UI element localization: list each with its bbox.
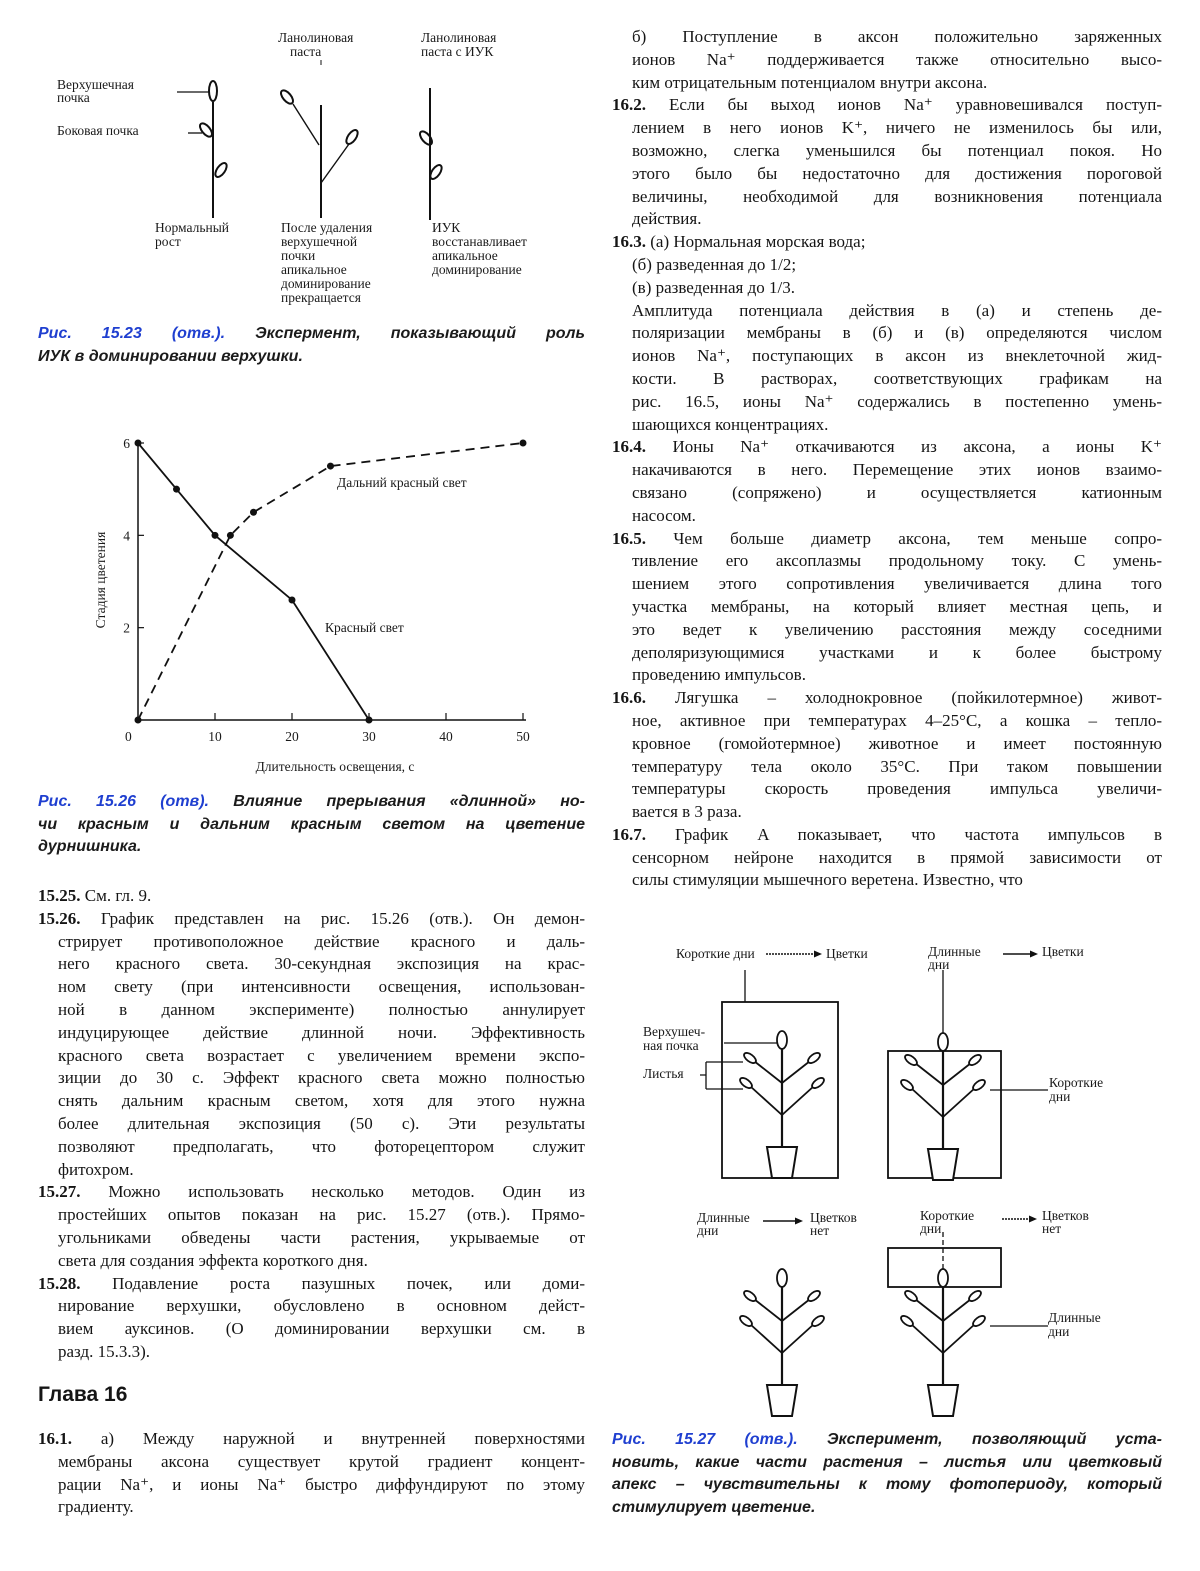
answer-text: а) Между наружной и внутренней поверхностями bbox=[101, 1429, 585, 1448]
text-line: силы стимуляции мышечного веретена. Известно, что bbox=[632, 869, 1162, 892]
text-line: градиенту. bbox=[58, 1496, 585, 1519]
answer-paragraph bbox=[38, 1428, 585, 1519]
caption-text: чи красным и дальним красным светом на цветение bbox=[38, 814, 585, 837]
text-line: ким отрицательным потенциалом внутри аксона. bbox=[632, 72, 1162, 95]
label-result: нет bbox=[810, 1223, 829, 1238]
text-line: ионов Na⁺ поддерживается также относительно высо- bbox=[632, 49, 1162, 72]
label-side: Короткие bbox=[1049, 1075, 1103, 1090]
answer-number: 16.5. bbox=[612, 529, 646, 548]
y-tick-label: 2 bbox=[123, 621, 130, 636]
text-line: этого было бы недостаточно для достижения пороговой bbox=[632, 163, 1162, 186]
text-line: вием ауксинов. (О доминировании верхушки см. в bbox=[58, 1318, 585, 1341]
arrow-icon bbox=[1029, 1216, 1037, 1223]
text-line: проведению импульсов. bbox=[632, 664, 1162, 687]
figure-15-27-caption bbox=[612, 1429, 1162, 1519]
series-label: Дальний красный свет bbox=[337, 475, 467, 490]
label-apex-removed: верхушечной bbox=[281, 234, 357, 249]
label-result: Цветков bbox=[1042, 1208, 1089, 1223]
label-side: дни bbox=[1048, 1324, 1069, 1339]
arrow-icon bbox=[814, 951, 822, 958]
text-line: рации Na⁺, и ионы Na⁺ быстро диффундируют по этому bbox=[58, 1474, 585, 1497]
label-leaves: Листья bbox=[643, 1066, 684, 1081]
label-condition: дни bbox=[928, 957, 949, 972]
label-condition: Короткие bbox=[920, 1208, 974, 1223]
answer-text: График представлен на рис. 15.26 (отв.). Он демон- bbox=[101, 909, 585, 928]
text-line: снять дальним красным светом, хотя для этого нужна bbox=[58, 1090, 585, 1113]
caption-text: дурнишника. bbox=[38, 836, 585, 859]
text-line: красного света возрастает с увеличением времени экспо- bbox=[58, 1045, 585, 1068]
text-line: ном свету (при интенсивности освещения, использован- bbox=[58, 976, 585, 999]
text-line: величины, необходимой для возникновения потенциала bbox=[632, 186, 1162, 209]
answer-text: Лягушка – холоднокровное (пойкилотермное) живот- bbox=[675, 688, 1162, 707]
text-line bbox=[38, 1428, 585, 1451]
text-line: шением этого сопротивления увеличивается длина того bbox=[632, 573, 1162, 596]
series-label: Красный свет bbox=[325, 620, 404, 635]
answer-number: 15.25. bbox=[38, 886, 81, 905]
text-line: температуру тела около 35°C. При таком повышении bbox=[632, 756, 1162, 779]
label-apex-removed: После удаления bbox=[281, 220, 372, 235]
text-line: фитохром. bbox=[58, 1159, 585, 1182]
x-tick-label: 0 bbox=[125, 729, 132, 744]
caption-label: Рис. 15.27 (отв.). bbox=[612, 1431, 798, 1448]
answer-number: 15.28. bbox=[38, 1274, 81, 1293]
caption-text: апекс – чувствительны к тому фотопериоду, который bbox=[612, 1474, 1162, 1497]
label-iaa-restores: доминирование bbox=[432, 262, 522, 277]
text-line: ионов Na⁺, поступающих в аксон из внеклеточной жид- bbox=[632, 345, 1162, 368]
text-line: более длительная экспозиция (50 с). Эти результаты bbox=[58, 1113, 585, 1136]
label-lanolin: паста bbox=[290, 44, 321, 59]
answer-text: См. гл. 9. bbox=[85, 886, 151, 905]
text-line: Амплитуда потенциала действия в (а) и степень де- bbox=[632, 300, 1162, 323]
text-line: нирование верхушки, обусловлено в основном дейст- bbox=[58, 1295, 585, 1318]
plant-drawing bbox=[899, 1033, 986, 1180]
text-line: температуры скорость проведения импульса увеличи- bbox=[632, 778, 1162, 801]
text-line: действия. bbox=[632, 208, 1162, 231]
text-line: простейших опытов показан на рис. 15.27 (отв.). Прямо- bbox=[58, 1204, 585, 1227]
label-side: Длинные bbox=[1048, 1310, 1101, 1325]
label-condition: Длинные bbox=[928, 944, 981, 959]
answer-number: 16.4. bbox=[612, 437, 646, 456]
label-lanolin-iaa: Ланолиновая bbox=[421, 30, 496, 45]
plant-drawing bbox=[738, 1031, 825, 1178]
answer-number: 15.27. bbox=[38, 1182, 81, 1201]
label-apex-removed: апикальное bbox=[281, 262, 347, 277]
text-line: участка мембраны, на который влияет местная цепь, и bbox=[632, 596, 1162, 619]
text-line: поляризации мембраны в (б) и (в) определяются числом bbox=[632, 322, 1162, 345]
answer-text: Если бы выход ионов Na⁺ уравновешивался поступ- bbox=[669, 95, 1162, 114]
label-lanolin: Ланолиновая bbox=[278, 30, 353, 45]
answer-number: 15.26. bbox=[38, 909, 81, 928]
text-line: кровное (гомойотермное) животное и имеет постоянную bbox=[632, 733, 1162, 756]
text-line: зиции до 30 с. Эффект красного света можно полностью bbox=[58, 1067, 585, 1090]
label-iaa-restores: апикальное bbox=[432, 248, 498, 263]
plant-drawing bbox=[899, 1269, 986, 1416]
label-condition: дни bbox=[697, 1223, 718, 1238]
caption-text: Эксперимент, позволяющий уста- bbox=[827, 1431, 1162, 1448]
text-line: (б) разведенная до 1/2; bbox=[632, 254, 1162, 277]
x-tick-label: 40 bbox=[439, 729, 453, 744]
text-line: ное, активное при температурах 4–25°C, а кошка – тепло- bbox=[632, 710, 1162, 733]
caption-text: Экспермент, показывающий роль bbox=[255, 325, 585, 342]
caption-text: новить, какие части растения – листья или цветковый bbox=[612, 1452, 1162, 1475]
text-line: связано (сопряжено) и осуществляется катионным bbox=[632, 482, 1162, 505]
answer-text: (а) Нормальная морская вода; bbox=[650, 232, 865, 251]
text-line: сенсорном нейроне находится в прямой зависимости от bbox=[632, 847, 1162, 870]
label-apex-removed: почки bbox=[281, 248, 315, 263]
answer-number: 16.7. bbox=[612, 825, 646, 844]
label-result: нет bbox=[1042, 1221, 1061, 1236]
text-line: деполяризующимися участками и к более быстрому bbox=[632, 642, 1162, 665]
plant-drawing bbox=[738, 1269, 825, 1416]
x-tick-label: 30 bbox=[362, 729, 376, 744]
label-apical-bud: Верхушечная bbox=[57, 77, 134, 92]
label-side: дни bbox=[1049, 1089, 1070, 1104]
text-line: вается в 3 раза. bbox=[632, 801, 1162, 824]
label-lanolin-iaa: паста с ИУК bbox=[421, 44, 494, 59]
label-result: Цветков bbox=[810, 1210, 857, 1225]
text-line: индуцирующее действие длинной ночи. Эффективность bbox=[58, 1022, 585, 1045]
text-line: мембраны аксона существует крутой градиент концент- bbox=[58, 1451, 585, 1474]
label-condition: дни bbox=[920, 1221, 941, 1236]
figure-15-27-photoperiod bbox=[0, 0, 1200, 1430]
text-line: тивление его аксоплазмы продольному току. С умень- bbox=[632, 550, 1162, 573]
caption-text: ИУК в доминировании верхушки. bbox=[38, 346, 585, 369]
label-result: Цветки bbox=[826, 946, 868, 961]
answer-text: Можно использовать несколько методов. Один из bbox=[108, 1182, 585, 1201]
text-line: света для создания эффекта короткого дня. bbox=[58, 1250, 585, 1273]
x-tick-label: 20 bbox=[285, 729, 299, 744]
label-iaa-restores: восстанавливает bbox=[432, 234, 527, 249]
caption-label: Рис. 15.23 (отв.). bbox=[38, 325, 225, 342]
text-line: кости. В растворах, соответствующих графикам на bbox=[632, 368, 1162, 391]
text-line: накачиваются в него. Перемещение этих ионов взаимо- bbox=[632, 459, 1162, 482]
label-apex-removed: прекращается bbox=[281, 290, 361, 305]
text-line: разд. 15.3.3). bbox=[58, 1341, 585, 1364]
label-iaa-restores: ИУК bbox=[432, 220, 461, 235]
y-axis-label: Стадия цветения bbox=[93, 532, 108, 629]
arrow-icon bbox=[1030, 951, 1038, 958]
text-line: угольниками обведены части растения, укрываемые от bbox=[58, 1227, 585, 1250]
label-apical-bud: Верхушеч- bbox=[643, 1024, 706, 1039]
text-line: рис. 16.5, ионы Na⁺ содержались в постепенно умень- bbox=[632, 391, 1162, 414]
text-line: лением в него ионов K⁺, ничего не изменилось бы или, bbox=[632, 117, 1162, 140]
label-apical-bud: ная почка bbox=[643, 1038, 699, 1053]
answer-text: Подавление роста пазушных почек, или доми- bbox=[112, 1274, 585, 1293]
label-apical-bud: почка bbox=[57, 90, 90, 105]
text-line: ной в данном эксперименте) полностью аннулирует bbox=[58, 999, 585, 1022]
x-tick-label: 50 bbox=[516, 729, 530, 744]
label-condition: Длинные bbox=[697, 1210, 750, 1225]
chapter-16-answers bbox=[38, 1428, 585, 1519]
label-lateral-bud: Боковая почка bbox=[57, 123, 139, 138]
label-result: Цветки bbox=[1042, 944, 1084, 959]
arrow-icon bbox=[795, 1218, 803, 1225]
label-normal: рост bbox=[155, 234, 181, 249]
answer-text: Чем больше диаметр аксона, тем меньше сопро- bbox=[673, 529, 1162, 548]
text-line: стрирует противоположное действие красного и даль- bbox=[58, 931, 585, 954]
text-line: насосом. bbox=[632, 505, 1162, 528]
chapter-heading: Глава 16 bbox=[38, 1383, 127, 1407]
caption-text: стимулирует цветение. bbox=[612, 1497, 1162, 1520]
answer-number: 16.2. bbox=[612, 95, 646, 114]
answer-text: Ионы Na⁺ откачиваются из аксона, а ионы K⁺ bbox=[672, 437, 1162, 456]
label-apex-removed: доминирование bbox=[281, 276, 371, 291]
text-line: позволяют предполагать, что фоторецептором служит bbox=[58, 1136, 585, 1159]
x-tick-label: 10 bbox=[208, 729, 222, 744]
label-normal: Нормальный bbox=[155, 220, 229, 235]
text-line: (в) разведенная до 1/3. bbox=[632, 277, 1162, 300]
answer-number: 16.3. bbox=[612, 232, 646, 251]
text-line: это ведет к увеличению расстояния между соседними bbox=[632, 619, 1162, 642]
answer-text: График A показывает, что частота импульсов в bbox=[675, 825, 1162, 844]
caption-text: Влияние прерывания «длинной» но- bbox=[233, 793, 585, 810]
x-axis-label: Длительность освещения, с bbox=[256, 759, 415, 774]
caption-label: Рис. 15.26 (отв). bbox=[38, 793, 209, 810]
text-line: него красного света. 30-секундная экспозиция на крас- bbox=[58, 953, 585, 976]
answer-number: 16.6. bbox=[612, 688, 646, 707]
y-tick-label: 4 bbox=[123, 528, 130, 543]
text-line: шающихся концентрациях. bbox=[632, 414, 1162, 437]
text-line: возможно, слегка уменьшился бы потенциал покоя. Но bbox=[632, 140, 1162, 163]
y-tick-label: 6 bbox=[123, 436, 130, 451]
answer-number: 16.1. bbox=[38, 1429, 72, 1448]
label-condition: Короткие дни bbox=[676, 946, 755, 961]
text-line: б) Поступление в аксон положительно заряженных bbox=[632, 26, 1162, 49]
